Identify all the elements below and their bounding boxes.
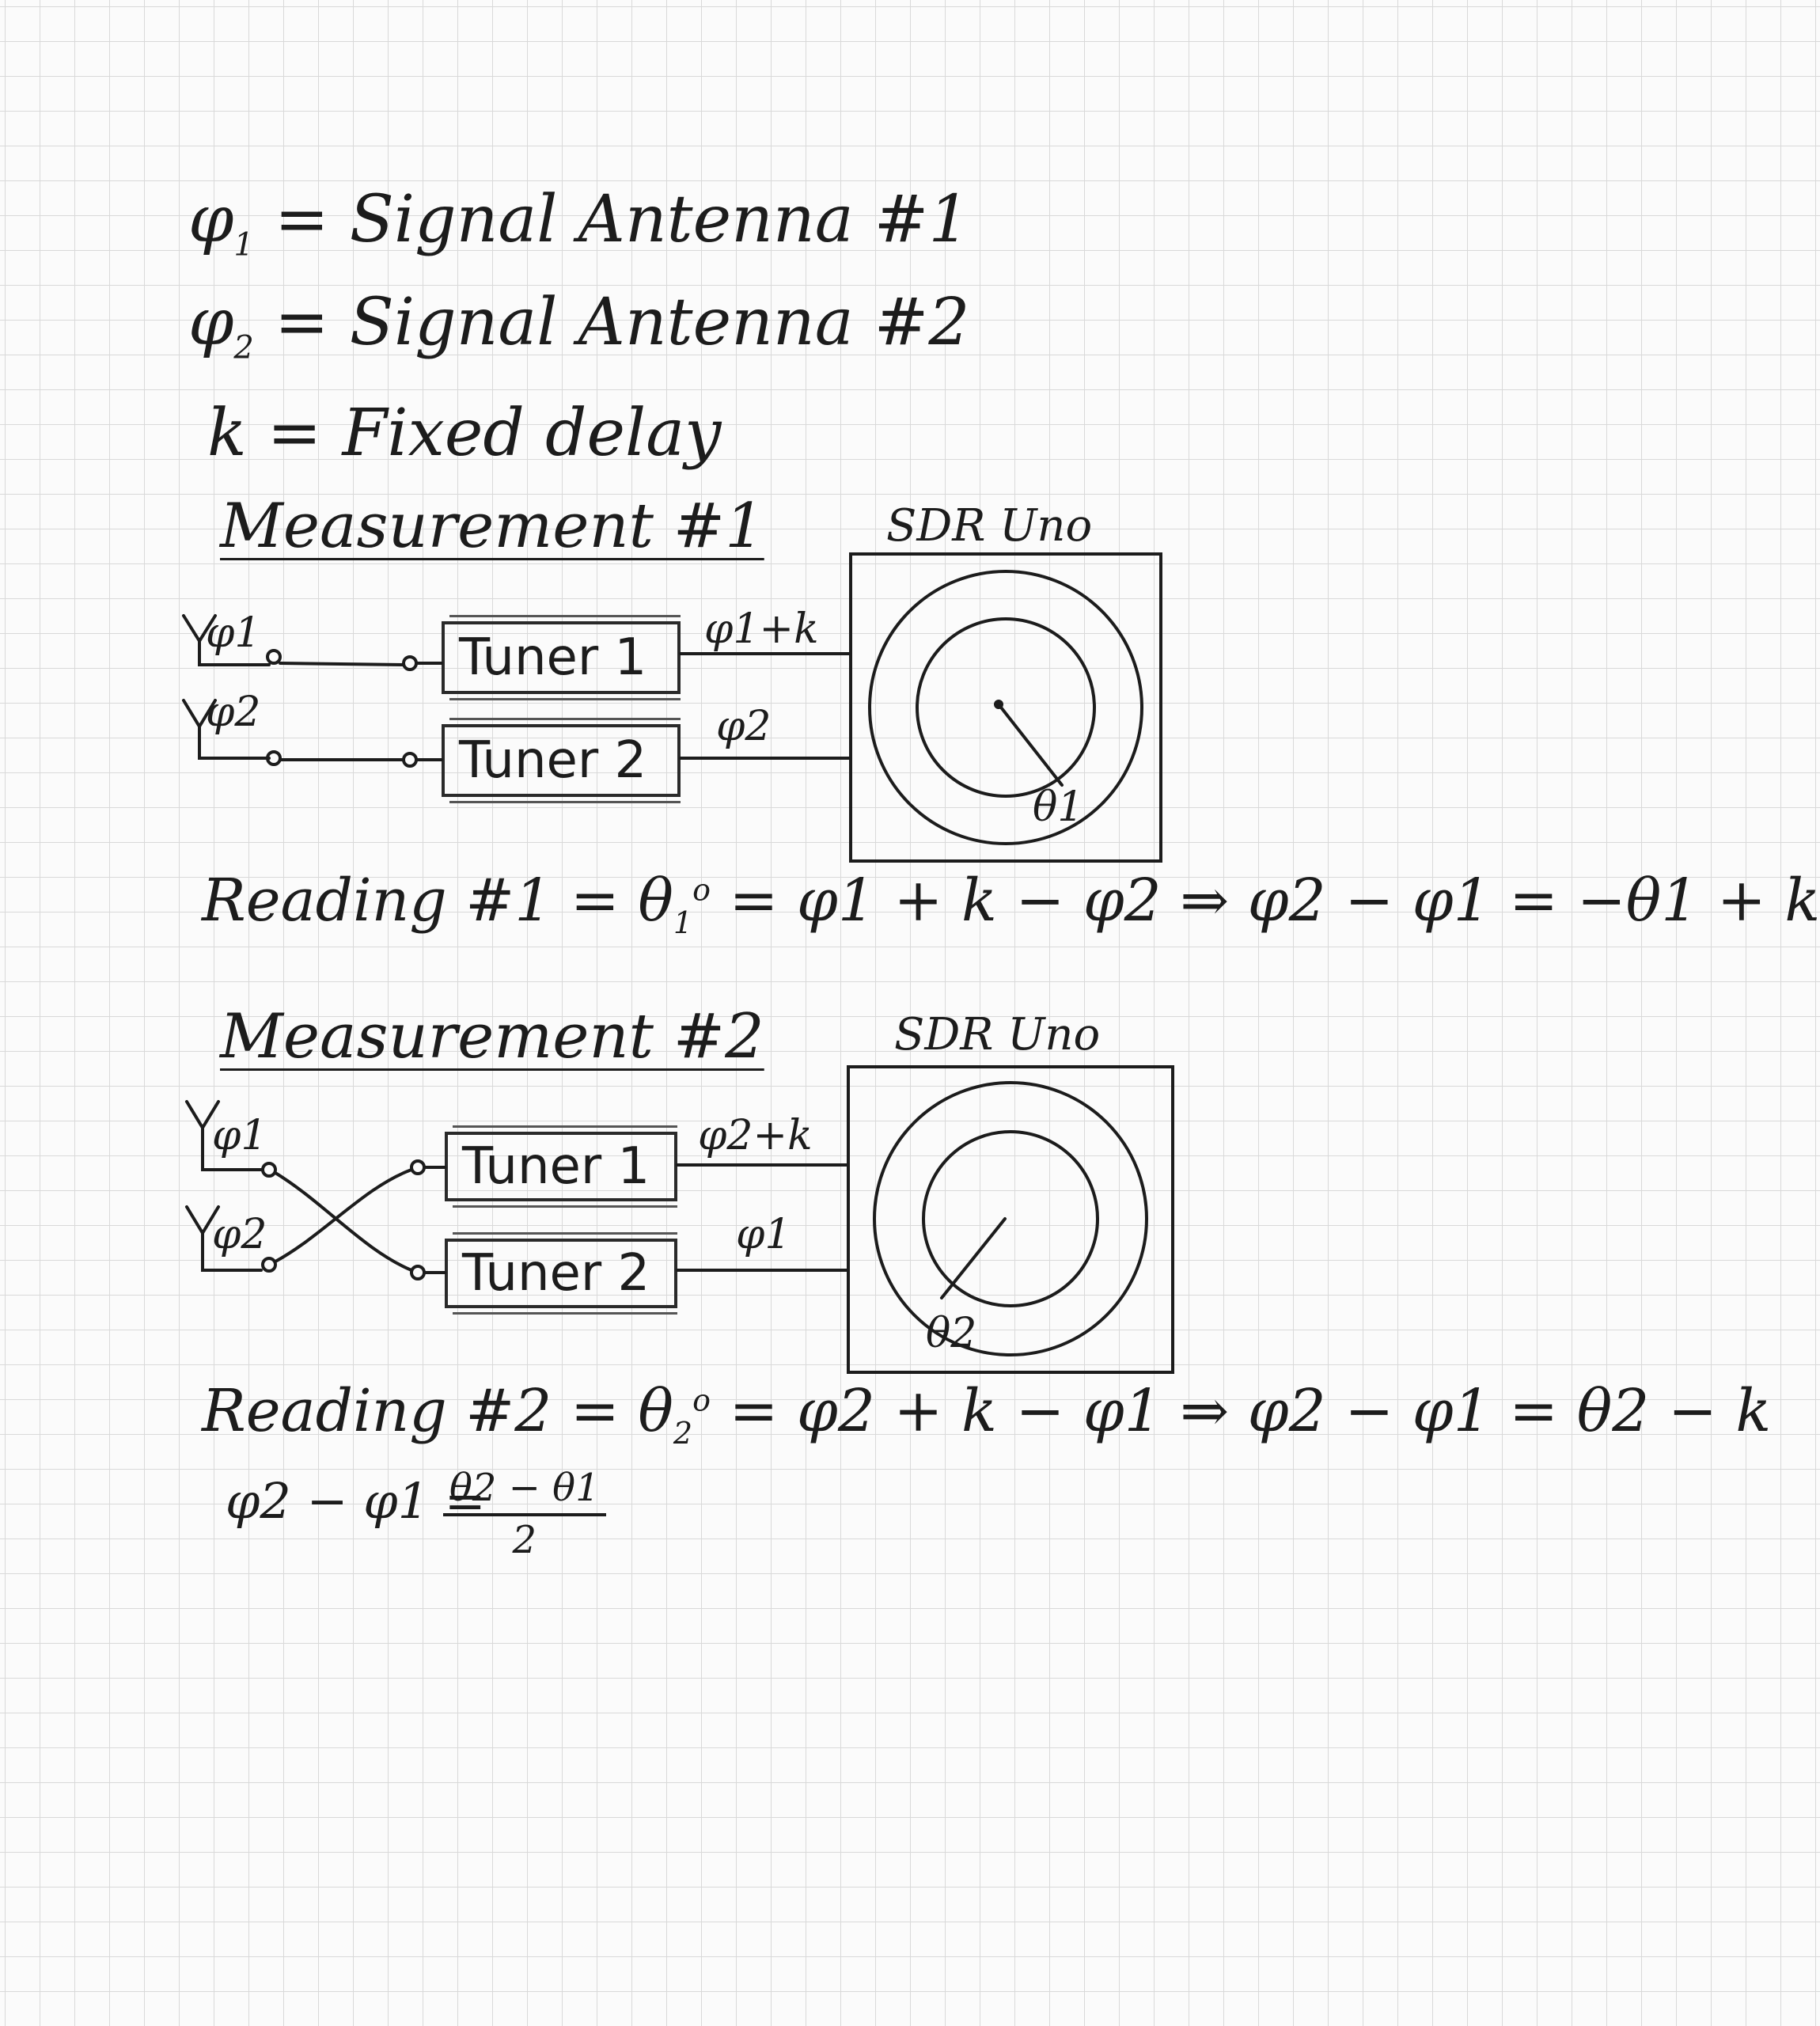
definition-phi1-symbol: φ (188, 182, 234, 257)
measurement2-tuner1-input-terminal (411, 1161, 424, 1174)
measurement2-input1-label: φ1 (212, 1112, 267, 1159)
measurement2-heading: Measurement #2 (220, 1001, 764, 1072)
measurement2-antenna1-terminal (263, 1163, 275, 1176)
reading1-theta-subscript: 1 (673, 905, 693, 940)
definition-phi1-text: = Signal Antenna #1 (253, 182, 970, 257)
measurement2-dial-needle (942, 1219, 1005, 1298)
measurement2-angle-label: θ2 (926, 1310, 977, 1357)
definition-phi2-subscript: 2 (233, 329, 254, 366)
measurement1-output1-label: φ1+k (704, 605, 819, 653)
reading2-theta-subscript: 2 (673, 1415, 693, 1451)
measurement1-inner-dial (917, 619, 1094, 796)
measurement1-antenna1-terminal (267, 651, 280, 663)
measurement2-inner-dial (923, 1132, 1098, 1306)
result-denominator: 2 (512, 1518, 537, 1562)
measurement1-tuner2-label: Tuner 2 (459, 731, 647, 790)
result-lhs: φ2 − φ1 = (226, 1472, 486, 1530)
result-numerator: θ2 − θ1 (443, 1466, 606, 1516)
definition-phi1-subscript: 1 (233, 226, 254, 264)
definition-k-symbol: k (207, 396, 247, 471)
measurement1-input2-label: φ2 (206, 689, 261, 736)
measurement1-input1-label: φ1 (206, 609, 261, 657)
measurement2-sdr-label: SDR Uno (894, 1009, 1101, 1060)
measurement2-output2-label: φ1 (736, 1211, 791, 1258)
measurement2-tuner2-label: Tuner 2 (462, 1244, 650, 1303)
measurement1-sdr-box (851, 554, 1161, 861)
definition-k-text: = Fixed delay (246, 396, 722, 471)
measurement1-output2-label: φ2 (716, 703, 772, 750)
reading1-prefix: Reading #1 = θ (202, 867, 673, 935)
measurement1-outer-dial (870, 571, 1142, 844)
measurement2-antenna2-terminal (263, 1258, 275, 1271)
reading1-rest: = φ1 + k − φ2 ⇒ φ2 − φ1 = −θ1 + k (710, 867, 1820, 935)
reading2-theta-superscript: o (692, 1383, 711, 1418)
measurement1-antenna2-icon (184, 700, 269, 758)
measurement2-tuner2-input-terminal (411, 1266, 424, 1279)
measurement2-antenna1-icon (187, 1102, 261, 1170)
measurement2-tuner1-label: Tuner 1 (462, 1137, 650, 1196)
measurement1-tuner1-label: Tuner 1 (459, 628, 647, 687)
measurement1-dial-needle (999, 704, 1062, 785)
measurement1-angle-label: θ1 (1033, 783, 1084, 831)
measurement1-heading: Measurement #1 (220, 491, 764, 562)
measurement1-antenna1-icon (184, 616, 269, 665)
reading2-rest: = φ2 + k − φ1 ⇒ φ2 − φ1 = θ2 − k (710, 1377, 1772, 1445)
measurement2-cross-wire-b (275, 1170, 411, 1262)
measurement1-tuner1-input-terminal (404, 657, 416, 670)
measurement2-antenna2-icon (187, 1207, 261, 1270)
definition-phi2-text: = Signal Antenna #2 (253, 285, 970, 360)
reading1-theta-superscript: o (692, 872, 711, 908)
measurement2-outer-dial (874, 1083, 1147, 1355)
measurement1-wire1 (280, 663, 404, 665)
measurement1-sdr-label: SDR Uno (886, 500, 1093, 552)
measurement2-cross-wire-a (275, 1173, 411, 1270)
measurement2-input2-label: φ2 (212, 1211, 267, 1258)
measurement2-sdr-box (848, 1067, 1173, 1372)
measurement1-tuner2-input-terminal (404, 753, 416, 766)
measurement2-output1-label: φ2+k (698, 1112, 813, 1159)
reading2-prefix: Reading #2 = θ (202, 1377, 673, 1445)
definition-phi2-symbol: φ (188, 285, 234, 360)
